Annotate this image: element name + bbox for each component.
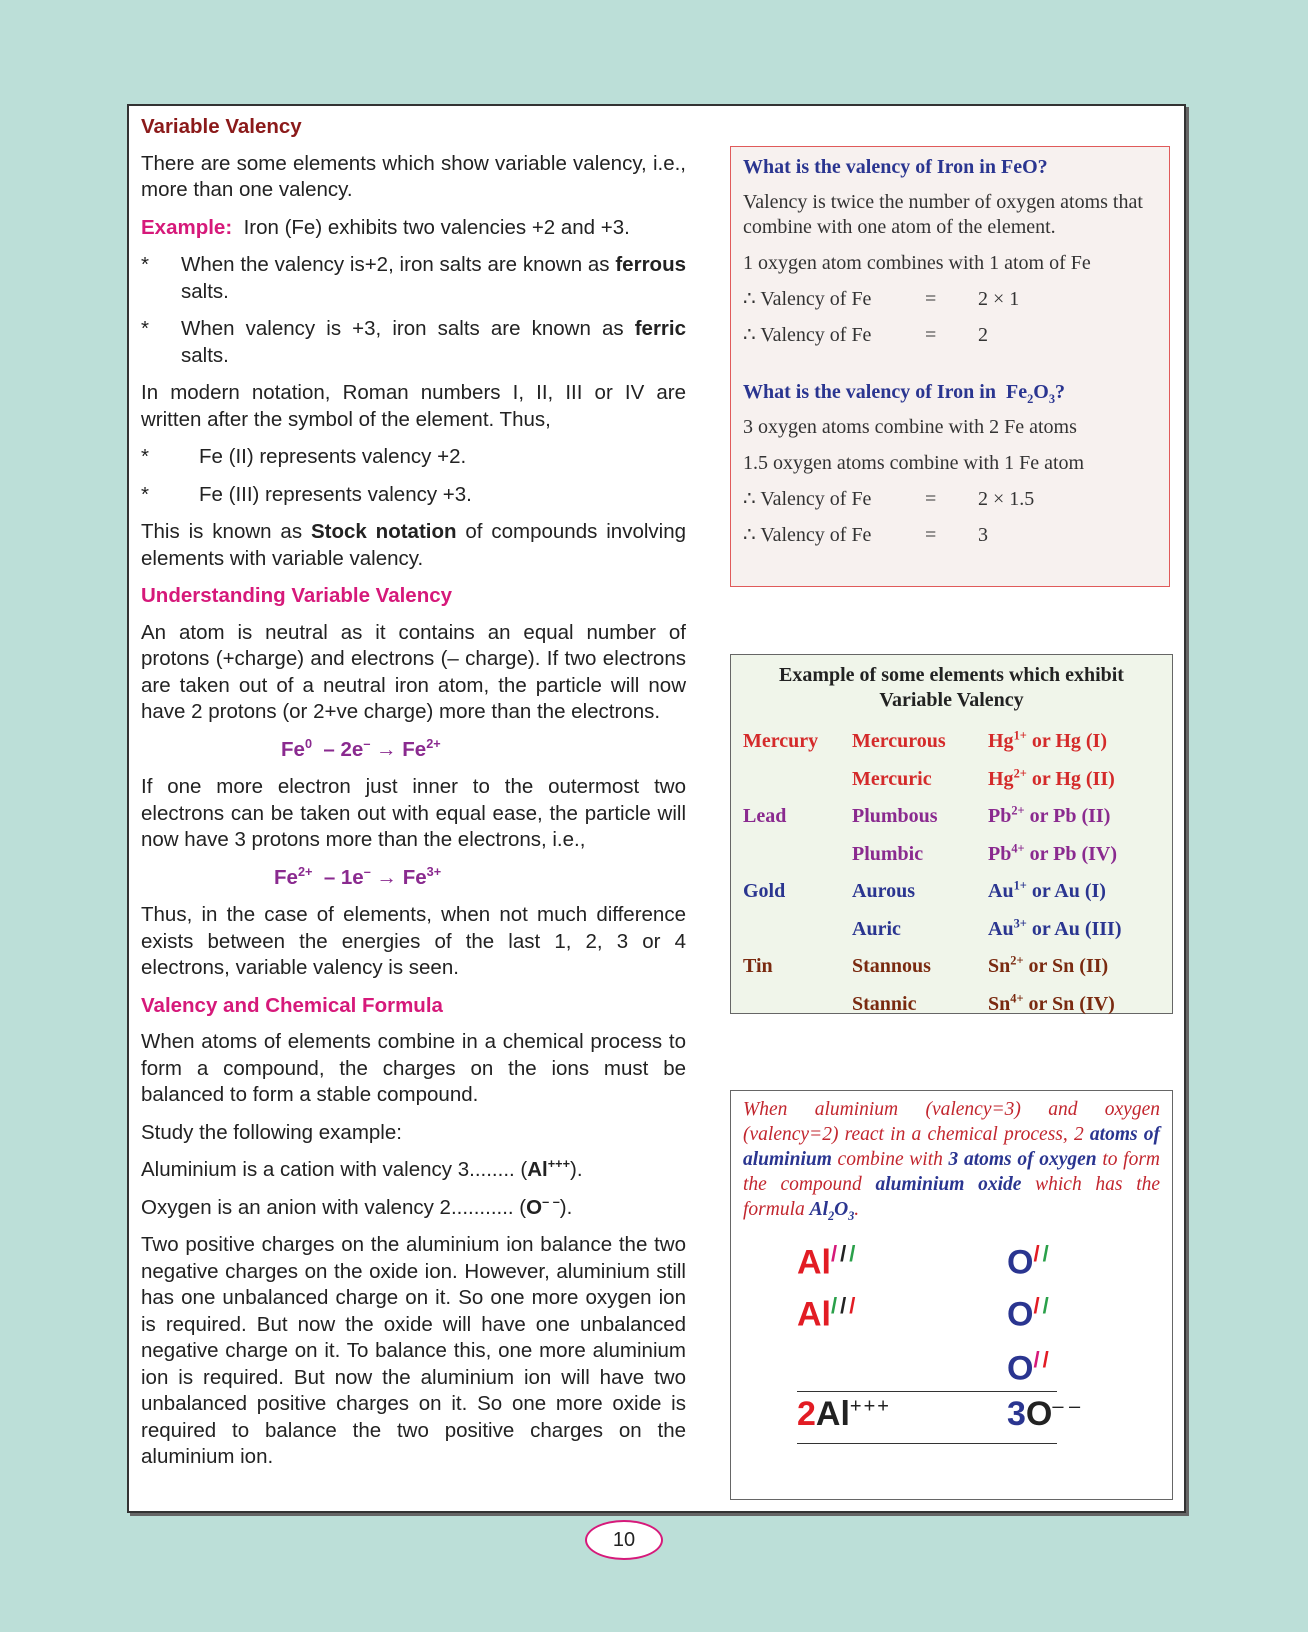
calc-label: ∴ Valency of Fe — [743, 524, 872, 546]
element-name: Mercury — [743, 730, 819, 752]
ion-name: Stannic — [852, 992, 917, 1015]
table-row — [743, 729, 1160, 767]
text: 3+ — [1013, 915, 1027, 930]
example-text: Iron (Fe) exhibits two valencies +2 and +3. — [243, 215, 630, 239]
bold-term: ferric — [634, 317, 686, 340]
bullet-text: salts. — [181, 279, 229, 303]
table-row — [743, 992, 1160, 1030]
text: Example of some elements which exhibit — [779, 664, 1124, 686]
heading-understanding: Understanding Variable Valency — [141, 584, 453, 607]
text: or Sn (IV) — [1023, 992, 1115, 1015]
text: 4+ — [1010, 990, 1024, 1005]
o-ion-1: O// — [1007, 1241, 1052, 1282]
bullet-item: * When valency is +3, iron salts are known as ferric salts. — [141, 317, 686, 367]
text: 2+ — [1011, 803, 1025, 818]
text: or Hg (I) — [1026, 730, 1108, 752]
text: or Pb (II) — [1024, 805, 1111, 827]
explanation-text: When aluminium (valency=3) and oxygen (valency=2) react in a chemical process, 2 atoms of aluminium combine with 3 atoms of oxygen to form the compound aluminium oxide which has the formula $Al_2O_3$. — [743, 1099, 1161, 1223]
aluminium-oxide-box — [730, 1090, 1173, 1500]
ion-name: Stannous — [852, 955, 931, 977]
o-ion-2: O// — [1007, 1293, 1052, 1334]
element-name — [743, 917, 852, 955]
bold-term: Stock notation — [310, 520, 457, 543]
box-text: Valency is twice the number of oxygen atoms that combine with one atom of the element. — [743, 191, 1143, 238]
text: Variable Valency — [879, 689, 1024, 711]
iron-valency-box — [730, 146, 1170, 587]
paragraph: Aluminium is a cation with valency 3........ (Al+++). — [141, 1156, 583, 1181]
calc-value: 2 — [978, 324, 988, 346]
text: 2+ — [1013, 765, 1027, 780]
example-label: Example: — [141, 215, 233, 239]
calc-eq: = — [925, 288, 937, 310]
text: 2 — [797, 1395, 816, 1433]
text: or Sn (II) — [1023, 955, 1109, 977]
ion-formula — [988, 992, 1115, 1030]
bold-term: ferrous — [615, 253, 686, 276]
text: Sn — [988, 992, 1011, 1015]
paragraph — [141, 519, 686, 572]
text: +++ — [849, 1395, 891, 1418]
ion-formula — [988, 767, 1115, 805]
calc-eq: = — [925, 524, 937, 546]
text: or Pb (IV) — [1024, 842, 1118, 865]
ion-name: Plumbous — [852, 805, 938, 827]
bullet-text: salts. — [181, 343, 229, 367]
bullet-text: Fe (III) represents valency +3. — [199, 482, 472, 506]
box-text: 3 oxygen atoms combine with 2 Fe atoms — [743, 416, 1077, 438]
text: Oxygen is an anion with valency 2........... ( — [141, 1195, 527, 1219]
text: 3 — [1007, 1395, 1026, 1433]
text: Pb — [988, 842, 1012, 865]
paragraph: An atom is neutral as it contains an equal number of protons (+charge) and electrons (– charge). If two electrons are taken out of a neutral iron atom, the particle will now have 2 protons (or 2+ve charge) more than the electrons. — [141, 620, 686, 723]
paragraph: In modern notation, Roman numbers I, II, III or IV are written after the symbol of the element. Thus, — [141, 381, 686, 431]
text: 1+ — [1013, 878, 1027, 893]
paragraph: Thus, in the case of elements, when not much difference exists between the energies of the last 1, 2, 3 or 4 electrons, variable valency is seen. — [141, 903, 686, 979]
bullet-text: When the valency is+2, iron salts are known as — [181, 253, 610, 276]
bullet-text: When valency is +3, iron salts are known as — [181, 317, 624, 340]
text: Au — [988, 880, 1014, 902]
ion-formula — [988, 842, 1117, 880]
table-row — [743, 804, 1160, 842]
calc-row — [743, 287, 1157, 312]
ion-formula — [988, 879, 1106, 917]
bullet-item: * Fe (III) represents valency +3. — [141, 482, 686, 509]
al-ion-2: Al/// — [797, 1293, 859, 1334]
text: atoms of aluminium — [743, 1124, 1161, 1170]
heading-variable-valency: Variable Valency — [141, 115, 302, 138]
calc-value: 2 × 1 — [978, 288, 1020, 310]
table-row — [743, 954, 1160, 992]
ion-formula — [988, 804, 1110, 842]
text: O — [1007, 1349, 1034, 1388]
ion-name: Plumbic — [852, 842, 924, 865]
equation-fe-to-fe2: $Fe^0 - 2e^- \to Fe^{2+}$ — [281, 735, 441, 761]
table-row — [743, 767, 1160, 805]
text: Al — [815, 1395, 850, 1433]
table-row — [743, 842, 1160, 880]
calc-label: ∴ Valency of Fe — [743, 488, 872, 510]
table-row — [743, 879, 1160, 917]
ion-name: Aurous — [852, 880, 915, 902]
calc-eq: = — [925, 488, 937, 510]
calc-row — [743, 523, 1157, 548]
heading-valency-formula: Valency and Chemical Formula — [141, 993, 443, 1017]
paragraph: There are some elements which show variable valency, i.e., more than one valency. — [141, 151, 686, 201]
text: or Au (III) — [1026, 917, 1122, 940]
element-name: Gold — [743, 880, 786, 902]
text: of compounds involving elements with variable valency. — [141, 520, 687, 570]
example-paragraph — [141, 215, 686, 242]
text: Hg — [988, 767, 1014, 790]
calc-label: ∴ Valency of Fe — [743, 324, 872, 346]
question-fe2o3: What is the valency of Iron in $Fe_2O_3$? — [743, 381, 1066, 406]
text: Hg — [988, 730, 1014, 752]
paragraph: Study the following example: — [141, 1120, 402, 1144]
box-text: 1 oxygen atom combines with 1 atom of Fe — [743, 252, 1091, 274]
al-ion-1: Al/// — [797, 1241, 859, 1282]
calc-label: ∴ Valency of Fe — [743, 288, 872, 310]
paragraph: If one more electron just inner to the outermost two electrons can be taken out with equal ease, the particle will now have 3 protons more than the electrons, i.e., — [141, 775, 686, 851]
table-row — [743, 917, 1160, 955]
text: O — [1025, 1395, 1053, 1433]
question-feo: What is the valency of Iron in FeO? — [743, 156, 1048, 178]
text: which has the formula — [743, 1174, 1161, 1220]
text: What is the valency of Iron in — [743, 381, 996, 403]
text: Aluminium is a cation with valency 3........ ( — [141, 1158, 528, 1181]
text: 4+ — [1011, 840, 1025, 855]
calc-value: 3 — [978, 524, 988, 546]
text: 2+ — [1010, 953, 1024, 968]
element-name — [743, 992, 852, 1030]
text: When aluminium (valency=3) and oxygen (valency=2) react in a chemical process, 2 — [743, 1099, 1160, 1145]
bullet-item: * When the valency is+2, iron salts are known as ferrous salts. — [141, 253, 686, 303]
text: 1+ — [1013, 728, 1027, 743]
text: ). — [559, 1195, 573, 1219]
equation-fe2-to-fe3: $Fe^{2+} - 1e^- \to Fe^{3+}$ — [274, 863, 442, 889]
text: This is known as — [141, 520, 303, 543]
bullet-text: Fe (II) represents valency +2. — [199, 445, 467, 468]
calc-row — [743, 323, 1157, 348]
text: or Au (I) — [1026, 880, 1106, 902]
text: ). — [570, 1158, 583, 1181]
variable-valency-table — [730, 654, 1173, 1014]
text: to form the compound — [743, 1149, 1160, 1195]
text: O — [1007, 1295, 1034, 1334]
paragraph: Oxygen is an anion with valency 2........... (O– –). — [141, 1193, 573, 1219]
ion-name: Auric — [852, 917, 901, 940]
text: combine with — [837, 1149, 943, 1170]
ion-name: Mercuric — [852, 767, 932, 790]
bullet-item: * Fe (II) represents valency +2. — [141, 444, 686, 471]
table-title — [743, 663, 1160, 713]
element-name: Lead — [743, 805, 787, 827]
text: Sn — [988, 955, 1011, 977]
text: Pb — [988, 805, 1012, 827]
paragraph: When atoms of elements combine in a chemical process to form a compound, the charges on the ions must be balanced to form a stable compound. — [141, 1030, 686, 1106]
calc-value: 2 × 1.5 — [978, 488, 1035, 510]
box-text: 1.5 oxygen atoms combine with 1 Fe atom — [743, 452, 1085, 474]
result-o — [1007, 1395, 1080, 1434]
ion-formula — [988, 917, 1122, 955]
text: O — [1007, 1243, 1034, 1282]
text: Au — [988, 917, 1014, 940]
text: Al — [797, 1243, 831, 1282]
ion-formula — [988, 954, 1108, 992]
ion-name: Mercurous — [852, 730, 946, 752]
paragraph: Two positive charges on the aluminium ion balance the two negative charges on the oxide ion. However, aluminium still has one unbalanced charge on it. So one more oxygen ion is required. But now the oxide will have one unbalanced negative charge on it. To balance this, one more aluminium ion is required. But now the aluminium ion will have two unbalanced positive charges on it. So one more oxide is required to balance the two positive charges on the aluminium ion. — [141, 1233, 686, 1468]
o-ion-3: O// — [1007, 1347, 1052, 1388]
calc-eq: = — [925, 324, 937, 346]
page — [127, 104, 1186, 1513]
text: aluminium oxide — [875, 1174, 1022, 1195]
ion-formula — [988, 729, 1107, 767]
text: – – — [1052, 1395, 1081, 1418]
text: 3 atoms of oxygen — [948, 1149, 1097, 1170]
text: Al — [797, 1295, 831, 1334]
element-name: Tin — [743, 955, 773, 977]
result-al — [797, 1395, 891, 1434]
calc-row — [743, 487, 1157, 512]
element-name — [743, 767, 852, 805]
page-number: 10 — [585, 1520, 663, 1560]
divider-line — [797, 1443, 1057, 1444]
divider-line — [797, 1391, 1057, 1392]
element-name — [743, 842, 852, 880]
left-column — [141, 114, 686, 1482]
text: or Hg (II) — [1026, 767, 1115, 790]
